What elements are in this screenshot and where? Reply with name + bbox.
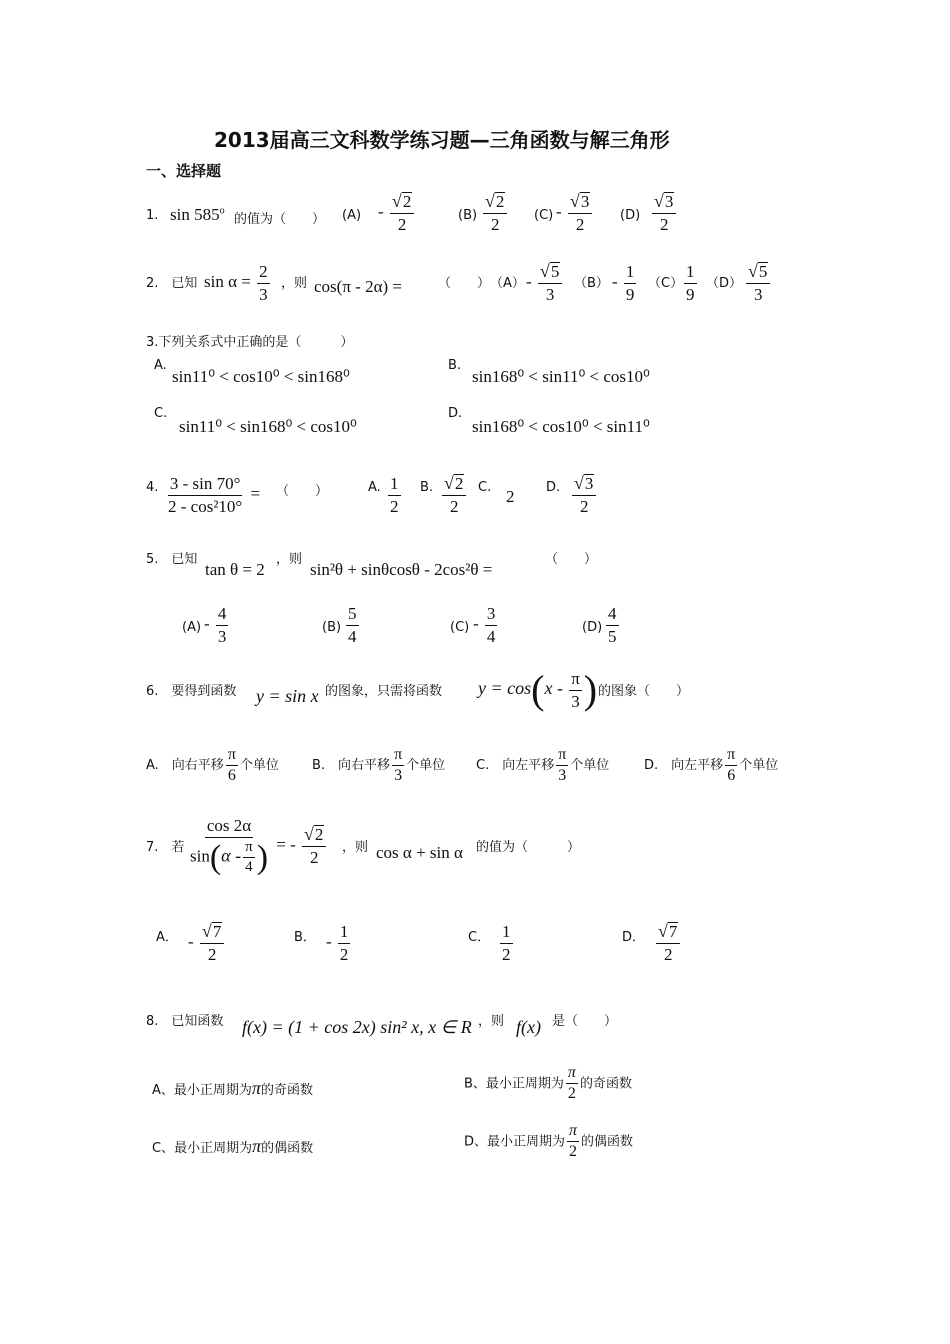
q3-option-a-label: A.	[154, 358, 167, 373]
q1-option-c-label: (C)	[534, 208, 554, 223]
q3-option-c: sin11⁰ < sin168⁰ < cos10⁰	[179, 417, 357, 436]
q8-option-d: D、最小正周期为 $\frac{\pi}{2}$ 的偶函数	[464, 1122, 634, 1161]
q4-option-a: $\frac{1}{2}$	[390, 474, 399, 516]
q7-option-a-label: A．	[156, 930, 178, 945]
q7-target-expression: cos α + sin α	[376, 843, 463, 862]
q5-given: tan θ = 2	[205, 560, 265, 579]
q3-option-a: sin11⁰ < cos10⁰ < sin168⁰	[172, 367, 350, 386]
q6-suffix: 的图象（ ）	[598, 684, 690, 699]
q7-option-a: - √ 7 2	[188, 922, 226, 964]
q8-option-a: A、最小正周期为π的奇函数	[152, 1078, 313, 1098]
q1-expression: sin 585$^o$	[170, 205, 225, 224]
q5-option-c-label: (C)	[450, 620, 470, 635]
q2-option-d-label: （D）	[706, 276, 743, 291]
q5-option-d-label: (D)	[582, 620, 603, 635]
q1-option-a: - √ 2 2	[378, 192, 416, 234]
q3-option-c-label: C.	[154, 406, 168, 421]
q7-suffix: 的值为（ ）	[476, 840, 581, 855]
q6-stem: 6. 要得到函数	[146, 684, 237, 699]
q2-option-d: √ 5 3	[744, 262, 772, 304]
q6-option-c: C. 向左平移 $\frac{\pi}{3}$ 个单位	[476, 746, 610, 785]
page-title: 2013届高三文科数学练习题—三角函数与解三角形	[214, 128, 670, 152]
q6-option-d: D. 向左平移 $\frac{\pi}{6}$ 个单位	[644, 746, 779, 785]
q1-option-b: √ 2 2	[481, 192, 509, 234]
q1-option-d-label: (D)	[620, 208, 641, 223]
q8-stem: 8. 已知函数	[146, 1014, 224, 1029]
q2-paren: （ ）	[438, 276, 491, 291]
q4-option-b-label: B.	[420, 480, 434, 495]
q8-then: ，则	[478, 1014, 505, 1029]
q1-option-c: - √ 3 2	[556, 192, 594, 234]
q2-option-a: - √ 5 3	[526, 262, 564, 304]
q4-option-b: √ 2 2	[440, 474, 468, 516]
q6-option-b: B. 向右平移 $\frac{\pi}{3}$ 个单位	[312, 746, 446, 785]
q2-option-a-label: （A）	[490, 276, 525, 291]
q4-option-c: 2	[506, 487, 515, 506]
q3-option-d-label: D.	[448, 406, 463, 421]
q2-then: ，则	[281, 276, 308, 291]
q4-option-d: √ 3 2	[570, 474, 598, 516]
q5-option-b-label: (B)	[322, 620, 342, 635]
q7-option-c: $\frac{1}{2}$	[502, 922, 511, 964]
q1-option-b-label: (B)	[458, 208, 478, 223]
q7-expression: cos 2α sin(α - $\frac{\pi}{4}$ ) = - √ 2 2	[186, 816, 328, 876]
q1-stem: 的值为（ ）	[234, 212, 326, 227]
q7-option-c-label: C．	[468, 930, 491, 945]
q3-option-d: sin168⁰ < cos10⁰ < sin11⁰	[472, 417, 650, 436]
q4-number: 4.	[146, 480, 159, 495]
q4-option-d-label: D.	[546, 480, 561, 495]
q2-expression: cos(π - 2α) =	[314, 277, 402, 296]
q1-option-d: √ 3 2	[650, 192, 678, 234]
q2-option-c-label: （C）	[648, 276, 684, 291]
section-heading: 一、选择题	[146, 162, 222, 180]
q8-option-c: C、最小正周期为π的偶函数	[152, 1136, 314, 1156]
q5-expression: sin²θ + sinθcosθ - 2cos²θ =	[310, 560, 493, 579]
q7-then: ，则	[342, 840, 369, 855]
q2-option-b-label: （B）	[574, 276, 609, 291]
q2-option-c: $\frac{1}{9}$	[686, 262, 695, 304]
q4-paren: （ ）	[276, 484, 329, 499]
q5-then: ，则	[276, 552, 303, 567]
q5-option-b: $\frac{5}{4}$	[348, 604, 357, 646]
q6-mid: 的图象，只需将函数	[325, 684, 443, 699]
q7-option-b: - $\frac{1}{2}$	[326, 922, 349, 964]
q6-function-2: y = cos(x - $\frac{\pi}{3}$ )	[478, 667, 598, 713]
q2-option-b: - $\frac{1}{9}$	[612, 262, 635, 304]
q6-option-a: A. 向右平移 $\frac{\pi}{6}$ 个单位	[146, 746, 279, 785]
q5-option-c: - $\frac{3}{4}$	[473, 604, 496, 646]
q5-paren: （ ）	[545, 552, 598, 567]
q8-option-b: B、最小正周期为 $\frac{\pi}{2}$ 的奇函数	[464, 1064, 632, 1103]
q5-option-a: - $\frac{4}{3}$	[204, 604, 227, 646]
q6-function-1: y = sin x	[256, 686, 319, 706]
q5-option-a-label: (A)	[182, 620, 202, 635]
q2-stem: 2. 已知	[146, 276, 198, 291]
q2-given: sin α = $\frac{2}{3}$	[204, 262, 268, 304]
q7-option-d: √ 7 2	[654, 922, 682, 964]
q3-option-b-label: B.	[448, 358, 462, 373]
q3-stem: 3.下列关系式中正确的是（ ）	[146, 335, 354, 350]
q5-stem: 5. 已知	[146, 552, 198, 567]
q3-option-b: sin168⁰ < sin11⁰ < cos10⁰	[472, 367, 650, 386]
q8-fx: f(x)	[516, 1017, 541, 1037]
q8-function: f(x) = (1 + cos 2x) sin² x, x ∈ R	[242, 1017, 472, 1037]
q1-option-a-label: (A)	[342, 208, 362, 223]
q7-option-b-label: B．	[294, 930, 316, 945]
q7-stem: 7. 若	[146, 840, 185, 855]
q4-option-c-label: C.	[478, 480, 492, 495]
q7-option-d-label: D．	[622, 930, 646, 945]
q1-number: 1.	[146, 208, 159, 223]
q4-expression: $\frac{3 - \sin 70^\circ}{\text{2 - cos²10°}}$ =	[168, 474, 261, 516]
q4-option-a-label: A.	[368, 480, 381, 495]
q8-suffix: 是（ ）	[552, 1014, 618, 1029]
q5-option-d: $\frac{4}{5}$	[608, 604, 617, 646]
